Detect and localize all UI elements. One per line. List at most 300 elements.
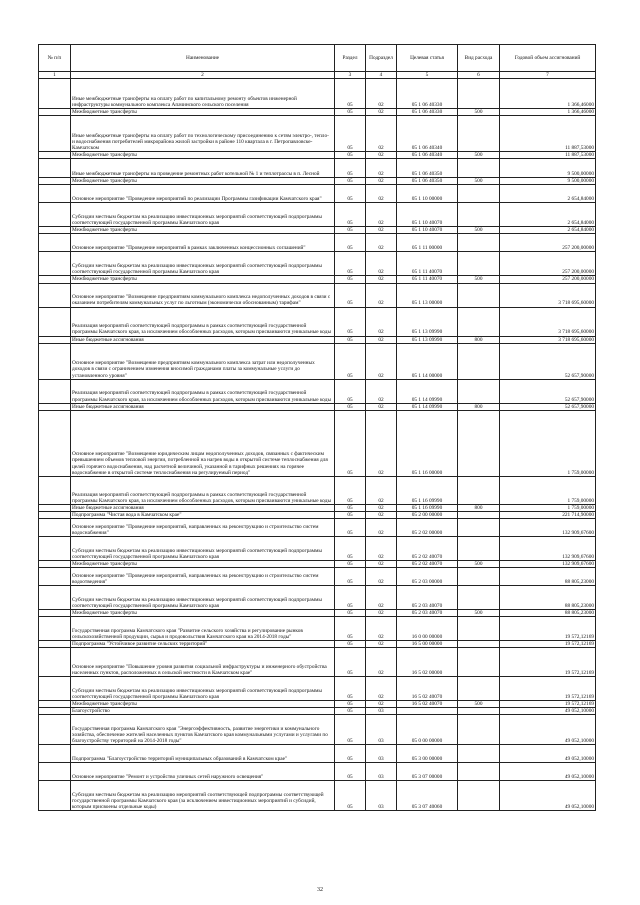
row-name: Реализация мероприятий соответствующей подпрограммы в рамках соответствующей государственной программы Камчатского края, за исключением обособленных расходов, которым присваиваются уникальные коды bbox=[71, 307, 335, 336]
table-row bbox=[39, 410, 596, 476]
table-row bbox=[39, 116, 596, 152]
row-subsection: 02 bbox=[366, 410, 397, 476]
table-row bbox=[39, 708, 596, 715]
row-number bbox=[39, 586, 71, 610]
row-expense-type: 500 bbox=[458, 276, 500, 283]
row-target: 05 1 06 40340 bbox=[397, 152, 458, 159]
row-name: Подпрограмма "Устойчивое развитие сельских территорий" bbox=[71, 641, 335, 648]
row-section: 05 bbox=[335, 343, 366, 379]
row-name: Основное мероприятие "Возмещение предприятиям коммунального комплекса недополученных доходов в связи с оказанием потребителям коммунальных услуг по льготным (экономически обоснованным) тарифам" bbox=[71, 283, 335, 307]
row-name: Субсидии местным бюджетам на реализацию мероприятий соответствующей подпрограммы соответствующей государственной программы Камчатского края (за исключением инвестиционных мероприятий и субсидий, которым присвоены отдельные коды) bbox=[71, 781, 335, 811]
row-amount: 257 200,00000 bbox=[500, 276, 596, 283]
header-expense-type: Вид расхода bbox=[458, 45, 500, 72]
table-row bbox=[39, 560, 596, 567]
header-subsection: Подраздел bbox=[366, 45, 397, 72]
row-section: 05 bbox=[335, 518, 366, 536]
row-target: 05 1 11 00000 bbox=[397, 234, 458, 252]
row-name: Государственная программа Камчатского края "Развитие сельского хозяйства и регулирование рынков сельскохозяйственной продукции, сырья и продовольствия Камчатского края на 2014-2018 годы" bbox=[71, 617, 335, 641]
row-expense-type bbox=[458, 116, 500, 152]
row-section: 05 bbox=[335, 504, 366, 511]
row-number bbox=[39, 178, 71, 185]
row-name: Основное мероприятие "Проведение мероприятий, направленных на реконструкцию и строительство систем водоснабжения" bbox=[71, 518, 335, 536]
column-index: 2 bbox=[71, 72, 335, 79]
row-name: Межбюджетные трансферты bbox=[71, 701, 335, 708]
row-amount: 49 052,10000 bbox=[500, 715, 596, 745]
row-number bbox=[39, 476, 71, 504]
row-expense-type bbox=[458, 343, 500, 379]
row-target: 05 1 13 00000 bbox=[397, 283, 458, 307]
row-expense-type bbox=[458, 586, 500, 610]
row-subsection: 02 bbox=[366, 276, 397, 283]
row-number bbox=[39, 560, 71, 567]
row-expense-type: 500 bbox=[458, 178, 500, 185]
row-expense-type: 800 bbox=[458, 336, 500, 343]
row-amount: 1 759,00000 bbox=[500, 476, 596, 504]
row-amount: 19 572,12169 bbox=[500, 701, 596, 708]
row-expense-type: 500 bbox=[458, 701, 500, 708]
row-name: Иные межбюджетные трансферты на проведение ремонтных работ котельной № 1 и теплотрассы в п. Лесной bbox=[71, 159, 335, 178]
row-expense-type bbox=[458, 185, 500, 203]
row-name: Подпрограмма "Благоустройство территорий муниципальных образований в Камчатском крае" bbox=[71, 745, 335, 763]
row-expense-type: 500 bbox=[458, 227, 500, 234]
row-subsection: 02 bbox=[366, 568, 397, 586]
table-row bbox=[39, 234, 596, 252]
row-amount: 3 718 695,60000 bbox=[500, 336, 596, 343]
row-number bbox=[39, 536, 71, 560]
row-expense-type bbox=[458, 708, 500, 715]
row-subsection: 02 bbox=[366, 641, 397, 648]
row-section: 05 bbox=[335, 677, 366, 701]
row-target: 05 1 16 00000 bbox=[397, 410, 458, 476]
row-section: 05 bbox=[335, 79, 366, 109]
row-number bbox=[39, 336, 71, 343]
row-expense-type bbox=[458, 617, 500, 641]
row-target: 05 3 00 00000 bbox=[397, 745, 458, 763]
row-name: Субсидии местным бюджетам на реализацию инвестиционных мероприятий соответствующей подпрограммы соответствующей государственной программы Камчатского края bbox=[71, 252, 335, 276]
row-subsection: 02 bbox=[366, 116, 397, 152]
row-amount: 1 366,46000 bbox=[500, 109, 596, 116]
row-number bbox=[39, 379, 71, 403]
table-row bbox=[39, 403, 596, 410]
row-amount: 9 500,00000 bbox=[500, 178, 596, 185]
table-row bbox=[39, 307, 596, 336]
row-subsection: 02 bbox=[366, 252, 397, 276]
row-name: Основное мероприятие "Возмещение предприятиям коммунального комплекса затрат или недополученных доходов в связи с ограничением изменения вносимой гражданами платы за коммунальные услуги до установленного уровня" bbox=[71, 343, 335, 379]
row-expense-type bbox=[458, 781, 500, 811]
row-number bbox=[39, 617, 71, 641]
row-name: Межбюджетные трансферты bbox=[71, 178, 335, 185]
row-expense-type bbox=[458, 283, 500, 307]
column-index: 1 bbox=[39, 72, 71, 79]
table-row bbox=[39, 568, 596, 586]
row-number bbox=[39, 715, 71, 745]
row-section: 05 bbox=[335, 586, 366, 610]
row-number bbox=[39, 781, 71, 811]
row-target: 05 1 06 40330 bbox=[397, 79, 458, 109]
row-name: Государственная программа Камчатского края "Энергоэффективность, развитие энергетики и коммунального хозяйства, обеспечение жителей населенных пунктов Камчатского края коммунальными услугами и услугами по благоустройству территорий на 2014-2018 годы" bbox=[71, 715, 335, 745]
table-row bbox=[39, 648, 596, 677]
row-target bbox=[397, 708, 458, 715]
row-section: 05 bbox=[335, 336, 366, 343]
row-name: Иные бюджетные ассигнования bbox=[71, 504, 335, 511]
row-target: 05 3 07 40060 bbox=[397, 781, 458, 811]
row-section: 05 bbox=[335, 403, 366, 410]
table-row bbox=[39, 504, 596, 511]
row-expense-type: 500 bbox=[458, 560, 500, 567]
row-section: 05 bbox=[335, 252, 366, 276]
table-row bbox=[39, 203, 596, 227]
row-target: 05 1 06 40350 bbox=[397, 159, 458, 178]
row-subsection: 02 bbox=[366, 343, 397, 379]
row-number bbox=[39, 410, 71, 476]
row-name: Иные межбюджетные трансферты на оплату работ по капитальному ремонту объектов инженерной инфраструктуры коммунального комплекса Апачинского сельского поселения bbox=[71, 79, 335, 109]
row-section: 05 bbox=[335, 641, 366, 648]
row-section: 05 bbox=[335, 568, 366, 586]
row-number bbox=[39, 763, 71, 781]
table-row bbox=[39, 610, 596, 617]
row-expense-type bbox=[458, 518, 500, 536]
page-number: 32 bbox=[317, 887, 323, 893]
row-number bbox=[39, 504, 71, 511]
table-row bbox=[39, 109, 596, 116]
row-subsection: 02 bbox=[366, 476, 397, 504]
row-section: 05 bbox=[335, 617, 366, 641]
row-number bbox=[39, 610, 71, 617]
header-section: Раздел bbox=[335, 45, 366, 72]
row-expense-type bbox=[458, 476, 500, 504]
row-name: Иные бюджетные ассигнования bbox=[71, 336, 335, 343]
row-expense-type bbox=[458, 745, 500, 763]
table-row bbox=[39, 511, 596, 518]
row-amount: 11 887,53000 bbox=[500, 152, 596, 159]
table-row bbox=[39, 536, 596, 560]
row-amount: 49 052,10000 bbox=[500, 708, 596, 715]
row-number bbox=[39, 152, 71, 159]
table-row bbox=[39, 227, 596, 234]
row-name: Межбюджетные трансферты bbox=[71, 610, 335, 617]
row-number bbox=[39, 518, 71, 536]
row-name: Межбюджетные трансферты bbox=[71, 276, 335, 283]
column-index: 7 bbox=[500, 72, 596, 79]
table-row bbox=[39, 781, 596, 811]
row-expense-type bbox=[458, 641, 500, 648]
table-row bbox=[39, 715, 596, 745]
row-number bbox=[39, 252, 71, 276]
row-expense-type bbox=[458, 379, 500, 403]
row-name: Основное мероприятие "Проведение мероприятий, направленных на реконструкцию и строительство систем водоотведения" bbox=[71, 568, 335, 586]
row-subsection: 02 bbox=[366, 307, 397, 336]
row-section: 05 bbox=[335, 763, 366, 781]
row-target: 16 5 02 00000 bbox=[397, 648, 458, 677]
row-target: 05 2 02 00000 bbox=[397, 518, 458, 536]
row-number bbox=[39, 701, 71, 708]
row-section: 05 bbox=[335, 536, 366, 560]
row-subsection: 02 bbox=[366, 610, 397, 617]
row-target: 05 1 14 00000 bbox=[397, 343, 458, 379]
row-amount: 49 052,10000 bbox=[500, 745, 596, 763]
row-subsection: 02 bbox=[366, 403, 397, 410]
row-expense-type: 500 bbox=[458, 152, 500, 159]
row-target: 05 1 11 40070 bbox=[397, 252, 458, 276]
table-row bbox=[39, 476, 596, 504]
row-number bbox=[39, 79, 71, 109]
row-section: 05 bbox=[335, 203, 366, 227]
row-amount: 3 718 695,60000 bbox=[500, 283, 596, 307]
header-amount: Годовой объем ассигнований bbox=[500, 45, 596, 72]
row-name: Субсидии местным бюджетам на реализацию инвестиционных мероприятий соответствующей подпрограммы соответствующей государственной программы Камчатского края bbox=[71, 677, 335, 701]
row-name: Основное мероприятие "Повышение уровня развития социальной инфраструктуры и инженерного обустройства населенных пунктов, расположенных в сельской местности в Камчатском крае" bbox=[71, 648, 335, 677]
row-amount: 52 657,90000 bbox=[500, 379, 596, 403]
row-section: 05 bbox=[335, 307, 366, 336]
table-row bbox=[39, 617, 596, 641]
column-index-row bbox=[39, 72, 596, 79]
table-row bbox=[39, 252, 596, 276]
row-amount: 2 654,84000 bbox=[500, 227, 596, 234]
row-amount: 88 805,23000 bbox=[500, 610, 596, 617]
row-expense-type bbox=[458, 79, 500, 109]
row-subsection: 02 bbox=[366, 152, 397, 159]
row-expense-type: 800 bbox=[458, 504, 500, 511]
row-amount: 132 909,67600 bbox=[500, 536, 596, 560]
row-amount: 52 657,90000 bbox=[500, 403, 596, 410]
row-amount: 88 805,23000 bbox=[500, 568, 596, 586]
row-subsection: 02 bbox=[366, 336, 397, 343]
row-name: Основное мероприятие "Проведение мероприятий по реализации Программы газификации Камчатского края" bbox=[71, 185, 335, 203]
row-expense-type bbox=[458, 568, 500, 586]
row-amount: 221 714,90000 bbox=[500, 511, 596, 518]
row-section: 05 bbox=[335, 781, 366, 811]
row-target: 05 3 07 00000 bbox=[397, 763, 458, 781]
row-expense-type bbox=[458, 234, 500, 252]
row-amount: 257 200,00000 bbox=[500, 234, 596, 252]
table-row bbox=[39, 276, 596, 283]
row-section: 05 bbox=[335, 745, 366, 763]
row-amount: 1 759,00000 bbox=[500, 410, 596, 476]
budget-sheet bbox=[38, 44, 595, 811]
row-subsection: 02 bbox=[366, 617, 397, 641]
row-number bbox=[39, 677, 71, 701]
row-expense-type bbox=[458, 410, 500, 476]
header-num: № п/п bbox=[39, 45, 71, 72]
row-subsection: 03 bbox=[366, 781, 397, 811]
row-subsection: 02 bbox=[366, 283, 397, 307]
row-amount: 257 200,00000 bbox=[500, 252, 596, 276]
row-subsection: 02 bbox=[366, 234, 397, 252]
row-expense-type bbox=[458, 252, 500, 276]
row-expense-type bbox=[458, 511, 500, 518]
table-row bbox=[39, 641, 596, 648]
row-subsection: 02 bbox=[366, 560, 397, 567]
row-section: 05 bbox=[335, 234, 366, 252]
row-amount: 19 572,12169 bbox=[500, 648, 596, 677]
table-row bbox=[39, 152, 596, 159]
row-section: 05 bbox=[335, 379, 366, 403]
row-target: 05 2 03 40070 bbox=[397, 610, 458, 617]
row-name: Благоустройство bbox=[71, 708, 335, 715]
row-subsection: 02 bbox=[366, 178, 397, 185]
row-name: Подпрограмма "Чистая вода в Камчатском крае" bbox=[71, 511, 335, 518]
row-expense-type: 800 bbox=[458, 403, 500, 410]
row-target: 05 1 11 40070 bbox=[397, 276, 458, 283]
row-name: Субсидии местным бюджетам на реализацию инвестиционных мероприятий соответствующей подпрограммы соответствующей государственной программы Камчатского края bbox=[71, 536, 335, 560]
row-subsection: 02 bbox=[366, 536, 397, 560]
header-row bbox=[39, 45, 596, 72]
row-target: 16 5 02 40070 bbox=[397, 701, 458, 708]
table-row bbox=[39, 379, 596, 403]
row-name: Реализация мероприятий соответствующей подпрограммы в рамках соответствующей государственной программы Камчатского края, за исключением обособленных расходов, которым присваиваются уникальные коды bbox=[71, 379, 335, 403]
row-number bbox=[39, 708, 71, 715]
row-name: Субсидии местным бюджетам на реализацию инвестиционных мероприятий соответствующей подпрограммы соответствующей государственной программы Камчатского края bbox=[71, 203, 335, 227]
row-expense-type bbox=[458, 763, 500, 781]
row-target: 05 1 10 40070 bbox=[397, 203, 458, 227]
table-row bbox=[39, 677, 596, 701]
column-index: 5 bbox=[397, 72, 458, 79]
row-subsection: 02 bbox=[366, 511, 397, 518]
row-target: 05 1 06 40340 bbox=[397, 116, 458, 152]
row-subsection: 02 bbox=[366, 701, 397, 708]
row-expense-type bbox=[458, 536, 500, 560]
row-name: Основное мероприятие "Ремонт и устройство уличных сетей наружного освещения" bbox=[71, 763, 335, 781]
row-amount: 1 759,00000 bbox=[500, 504, 596, 511]
row-subsection: 02 bbox=[366, 648, 397, 677]
row-number bbox=[39, 159, 71, 178]
row-section: 05 bbox=[335, 152, 366, 159]
row-target: 16 0 00 00000 bbox=[397, 617, 458, 641]
table-row bbox=[39, 745, 596, 763]
row-section: 05 bbox=[335, 560, 366, 567]
row-number bbox=[39, 185, 71, 203]
column-index: 3 bbox=[335, 72, 366, 79]
row-expense-type: 500 bbox=[458, 109, 500, 116]
row-name: Иные бюджетные ассигнования bbox=[71, 403, 335, 410]
row-amount: 132 909,67600 bbox=[500, 560, 596, 567]
row-subsection: 02 bbox=[366, 227, 397, 234]
row-number bbox=[39, 343, 71, 379]
row-target: 16 5 02 40070 bbox=[397, 677, 458, 701]
row-name: Основное мероприятие "Проведение мероприятий в рамках заключенных концессионных соглашений" bbox=[71, 234, 335, 252]
row-section: 05 bbox=[335, 227, 366, 234]
row-target: 05 2 03 40070 bbox=[397, 586, 458, 610]
row-expense-type bbox=[458, 159, 500, 178]
row-target: 05 2 02 40070 bbox=[397, 560, 458, 567]
table-row bbox=[39, 763, 596, 781]
table-row bbox=[39, 586, 596, 610]
row-target: 05 1 10 00000 bbox=[397, 185, 458, 203]
row-expense-type bbox=[458, 677, 500, 701]
row-target: 05 1 06 40350 bbox=[397, 178, 458, 185]
row-amount: 2 654,84000 bbox=[500, 185, 596, 203]
header-name: Наименование bbox=[71, 45, 335, 72]
row-section: 05 bbox=[335, 159, 366, 178]
row-amount: 19 572,12169 bbox=[500, 617, 596, 641]
row-number bbox=[39, 109, 71, 116]
row-section: 05 bbox=[335, 185, 366, 203]
row-number bbox=[39, 203, 71, 227]
table-body bbox=[39, 79, 596, 811]
row-subsection: 02 bbox=[366, 518, 397, 536]
table-row bbox=[39, 79, 596, 109]
row-amount: 9 500,00000 bbox=[500, 159, 596, 178]
column-index: 4 bbox=[366, 72, 397, 79]
row-expense-type: 500 bbox=[458, 610, 500, 617]
row-number bbox=[39, 648, 71, 677]
row-amount: 132 909,67600 bbox=[500, 518, 596, 536]
row-number bbox=[39, 234, 71, 252]
row-subsection: 03 bbox=[366, 745, 397, 763]
table-row bbox=[39, 518, 596, 536]
row-amount: 49 052,10000 bbox=[500, 781, 596, 811]
row-number bbox=[39, 745, 71, 763]
row-number bbox=[39, 276, 71, 283]
row-name: Субсидии местным бюджетам на реализацию инвестиционных мероприятий соответствующей подпрограммы соответствующей государственной программы Камчатского края bbox=[71, 586, 335, 610]
row-section: 05 bbox=[335, 276, 366, 283]
row-subsection: 02 bbox=[366, 79, 397, 109]
row-name: Межбюджетные трансферты bbox=[71, 560, 335, 567]
row-section: 05 bbox=[335, 178, 366, 185]
row-amount: 52 657,90000 bbox=[500, 343, 596, 379]
row-target: 05 2 00 00000 bbox=[397, 511, 458, 518]
row-subsection: 03 bbox=[366, 715, 397, 745]
row-amount: 88 805,23000 bbox=[500, 586, 596, 610]
table-row bbox=[39, 178, 596, 185]
row-target: 05 1 06 40330 bbox=[397, 109, 458, 116]
row-subsection: 02 bbox=[366, 159, 397, 178]
row-section: 05 bbox=[335, 701, 366, 708]
row-amount: 19 572,12169 bbox=[500, 677, 596, 701]
row-amount: 1 366,46000 bbox=[500, 79, 596, 109]
row-subsection: 02 bbox=[366, 586, 397, 610]
row-name: Межбюджетные трансферты bbox=[71, 227, 335, 234]
row-section: 05 bbox=[335, 648, 366, 677]
row-target: 05 1 13 09990 bbox=[397, 336, 458, 343]
row-name: Межбюджетные трансферты bbox=[71, 109, 335, 116]
row-subsection: 02 bbox=[366, 203, 397, 227]
row-amount: 11 887,53000 bbox=[500, 116, 596, 152]
row-name: Реализация мероприятий соответствующей подпрограммы в рамках соответствующей государственной программы Камчатского края, за исключением обособленных расходов, которым присваиваются уникальные коды bbox=[71, 476, 335, 504]
table-row bbox=[39, 343, 596, 379]
row-name: Иные межбюджетные трансферты на оплату работ по технологическому присоединению к сетям электро-, тепло- и водоснабжения потребителей микрорайона жилой застройки в районе 110 квартала в г. Петропавловске-Камчатском bbox=[71, 116, 335, 152]
row-section: 05 bbox=[335, 283, 366, 307]
row-expense-type bbox=[458, 715, 500, 745]
row-amount: 19 572,12169 bbox=[500, 641, 596, 648]
row-number bbox=[39, 403, 71, 410]
row-subsection: 03 bbox=[366, 708, 397, 715]
row-name: Основное мероприятие "Возмещение юридическим лицам недополученных доходов, связанных с фактическим превышением объемов тепловой энергии, потребленной на нагрев воды в открытой системе теплоснабжения для целей горячего водоснабжения, над расчетной величиной, указанной в тарифных решениях на горячее водоснабжение в открытой системе теплоснабжения на регулируемый период" bbox=[71, 410, 335, 476]
row-section: 05 bbox=[335, 476, 366, 504]
row-target: 05 1 16 09990 bbox=[397, 476, 458, 504]
row-target: 05 1 14 09990 bbox=[397, 403, 458, 410]
row-number bbox=[39, 511, 71, 518]
row-number bbox=[39, 641, 71, 648]
row-subsection: 02 bbox=[366, 504, 397, 511]
row-section: 05 bbox=[335, 116, 366, 152]
row-name: Межбюджетные трансферты bbox=[71, 152, 335, 159]
row-target: 05 2 03 00000 bbox=[397, 568, 458, 586]
row-expense-type bbox=[458, 307, 500, 336]
row-number bbox=[39, 116, 71, 152]
row-expense-type bbox=[458, 648, 500, 677]
row-subsection: 03 bbox=[366, 763, 397, 781]
row-section: 05 bbox=[335, 708, 366, 715]
row-section: 05 bbox=[335, 610, 366, 617]
row-subsection: 02 bbox=[366, 677, 397, 701]
row-expense-type bbox=[458, 203, 500, 227]
row-section: 05 bbox=[335, 511, 366, 518]
table-row bbox=[39, 159, 596, 178]
row-section: 05 bbox=[335, 410, 366, 476]
row-target: 05 2 02 40070 bbox=[397, 536, 458, 560]
row-target: 16 5 00 00000 bbox=[397, 641, 458, 648]
